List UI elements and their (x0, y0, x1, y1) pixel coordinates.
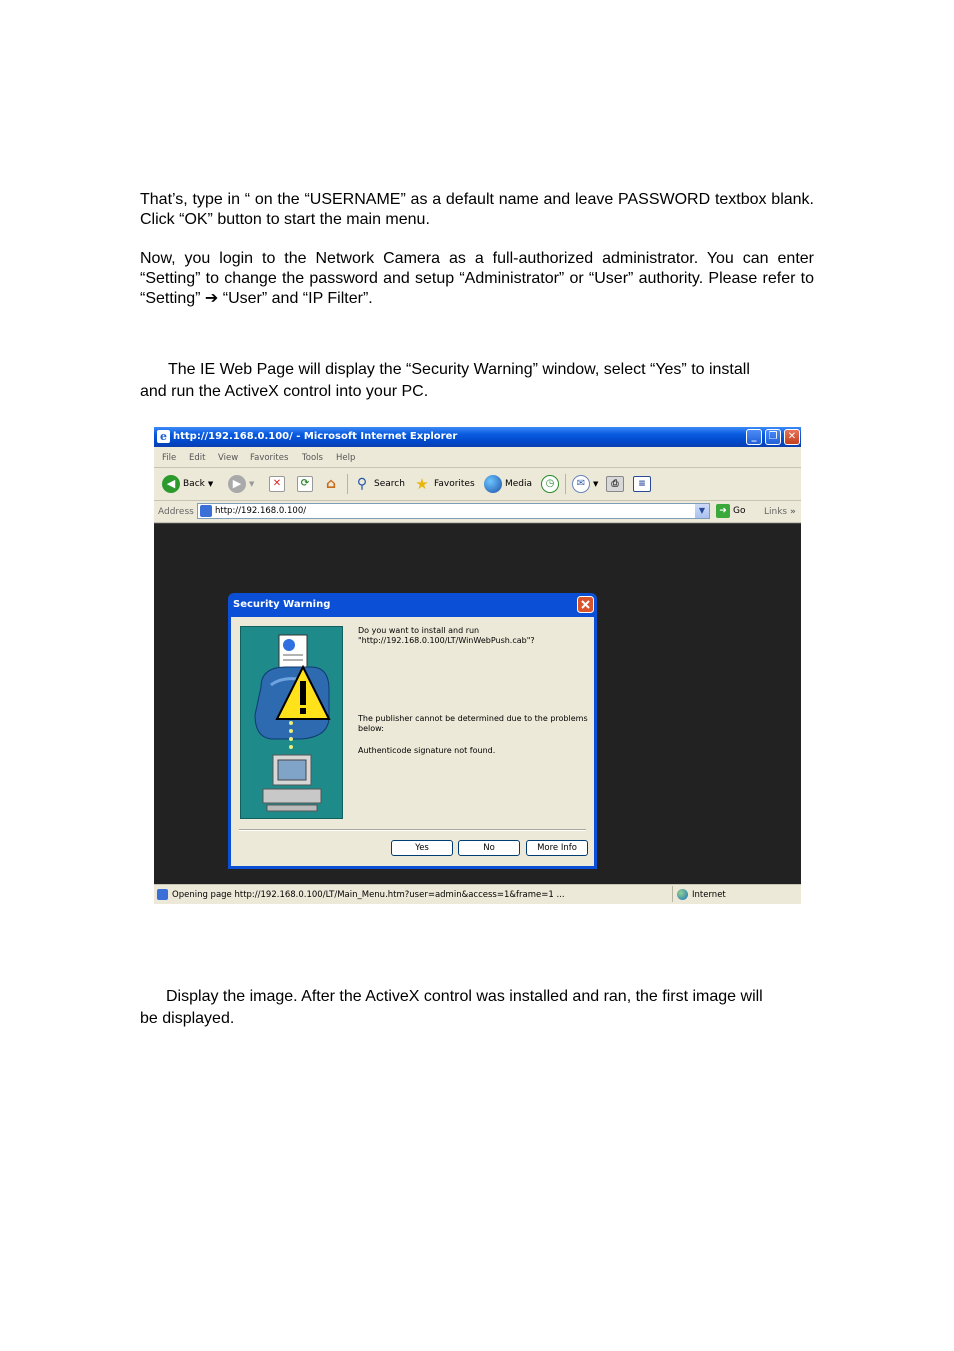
internet-globe-icon (677, 889, 688, 900)
media-button[interactable] (484, 473, 532, 495)
back-dropdown-icon: ▼ (207, 480, 214, 488)
dialog-divider (239, 829, 586, 831)
no-button[interactable]: No (458, 840, 520, 856)
paragraph-login (140, 249, 814, 309)
address-dropdown-icon[interactable]: ▼ (695, 504, 709, 518)
stop-icon: ✕ (269, 476, 285, 492)
menu-help[interactable]: Help (336, 453, 356, 463)
print-icon: ⎙ (606, 476, 624, 492)
browser-title-bar (154, 427, 801, 447)
go-label: Go (733, 506, 746, 516)
security-warning-dialog (228, 593, 597, 869)
publisher-line-2: below: (358, 724, 384, 733)
chevron-right-icon: » (790, 507, 796, 517)
menu-bar (154, 447, 801, 468)
paragraph-username-text: That’s, type in “ on the “USERNAME” as a default name and leave PASSWORD textbox blank. Click “OK” button to start the main menu. (140, 191, 814, 228)
edit-icon: ≡ (633, 476, 651, 492)
paragraph-login-text-b: “User” and “IP Filter”. (218, 290, 373, 307)
paragraph-login-text-a: Now, you login to the Network Camera as a full-authorized administrator. You can enter “Setting” to change the password and setup “Administrator” or “User” authority. Please refer to “Setting” (140, 250, 814, 307)
mail-button[interactable] (572, 473, 598, 495)
back-label: Back (183, 479, 205, 489)
publisher-line-1: The publisher cannot be determined due to the problems (358, 714, 588, 723)
status-page-icon (157, 889, 168, 900)
paragraph-display-image (140, 986, 814, 1030)
paragraph-security-warning (140, 359, 814, 403)
search-icon: ⚲ (356, 476, 368, 492)
paragraph-security-warning-line1: The IE Web Page will display the “Security Warning” window, select “Yes” to install (168, 361, 750, 378)
warning-shield-icon (241, 627, 342, 818)
home-icon: ⌂ (325, 476, 337, 492)
dialog-body (231, 617, 594, 866)
address-value: http://192.168.0.100/ (215, 506, 307, 516)
print-button[interactable] (606, 473, 624, 495)
menu-favorites[interactable]: Favorites (250, 453, 289, 463)
paragraph-username (140, 190, 814, 229)
more-info-button[interactable]: More Info (526, 840, 588, 856)
stop-button[interactable] (269, 473, 285, 495)
dialog-close-button[interactable] (577, 596, 594, 613)
ie-logo-icon: e (157, 430, 170, 443)
favorites-star-icon: ★ (415, 475, 429, 493)
ie-browser-window (154, 427, 801, 904)
address-label: Address (158, 507, 194, 517)
forward-arrow-icon: ▶ (228, 475, 246, 493)
menu-file[interactable]: File (162, 453, 177, 463)
home-button[interactable] (322, 473, 340, 495)
search-label: Search (374, 479, 405, 489)
status-text: Opening page http://192.168.0.100/LT/Main_Menu.htm?user=admin&access=1&frame=1 ... (172, 890, 565, 900)
go-button[interactable] (716, 504, 745, 518)
media-icon (484, 475, 502, 493)
yes-button[interactable]: Yes (391, 840, 453, 856)
menu-edit[interactable]: Edit (189, 453, 206, 463)
edit-button[interactable] (633, 473, 651, 495)
links-button[interactable] (764, 507, 796, 517)
page-icon (200, 505, 212, 517)
warning-illustration (240, 626, 343, 819)
paragraph-security-warning-line2: and run the ActiveX control into your PC. (140, 383, 429, 400)
refresh-icon: ⟳ (297, 476, 313, 492)
dialog-title: Security Warning (233, 599, 331, 610)
back-arrow-icon: ◀ (162, 475, 180, 493)
mail-dropdown-icon: ▼ (593, 480, 599, 488)
links-label: Links (764, 507, 788, 517)
address-input[interactable] (197, 503, 710, 519)
paragraph-display-image-line2: be displayed. (140, 1010, 235, 1027)
forward-button[interactable] (228, 473, 254, 495)
dialog-message (358, 626, 588, 756)
back-button[interactable] (162, 473, 213, 495)
signature-text: Authenticode signature not found. (358, 746, 496, 755)
history-icon: ◷ (541, 475, 559, 493)
mail-icon: ✉ (572, 475, 590, 493)
zone-label: Internet (692, 890, 726, 900)
security-zone (672, 886, 798, 902)
forward-dropdown-icon: ▼ (249, 480, 255, 488)
media-label: Media (505, 479, 533, 489)
history-button[interactable] (541, 473, 559, 495)
arrow-icon: ➔ (204, 288, 219, 307)
search-button[interactable] (353, 473, 405, 495)
question-line-1: Do you want to install and run (358, 626, 480, 635)
favorites-label: Favorites (434, 479, 475, 489)
address-bar (154, 501, 801, 523)
status-bar (154, 884, 801, 904)
paragraph-display-image-line1: Display the image. After the ActiveX control was installed and ran, the first image will (166, 988, 763, 1005)
favorites-button[interactable] (413, 473, 475, 495)
toolbar (154, 468, 801, 501)
go-arrow-icon: ➜ (716, 504, 730, 518)
question-line-2: "http://192.168.0.100/LT/WinWebPush.cab"? (358, 636, 535, 645)
menu-tools[interactable]: Tools (302, 453, 323, 463)
maximize-button[interactable]: ❐ (765, 429, 781, 445)
close-button[interactable]: ✕ (784, 429, 800, 445)
minimize-button[interactable]: _ (746, 429, 762, 445)
browser-title: http://192.168.0.100/ - Microsoft Internet Explorer (173, 431, 458, 442)
refresh-button[interactable] (297, 473, 313, 495)
menu-view[interactable]: View (218, 453, 239, 463)
